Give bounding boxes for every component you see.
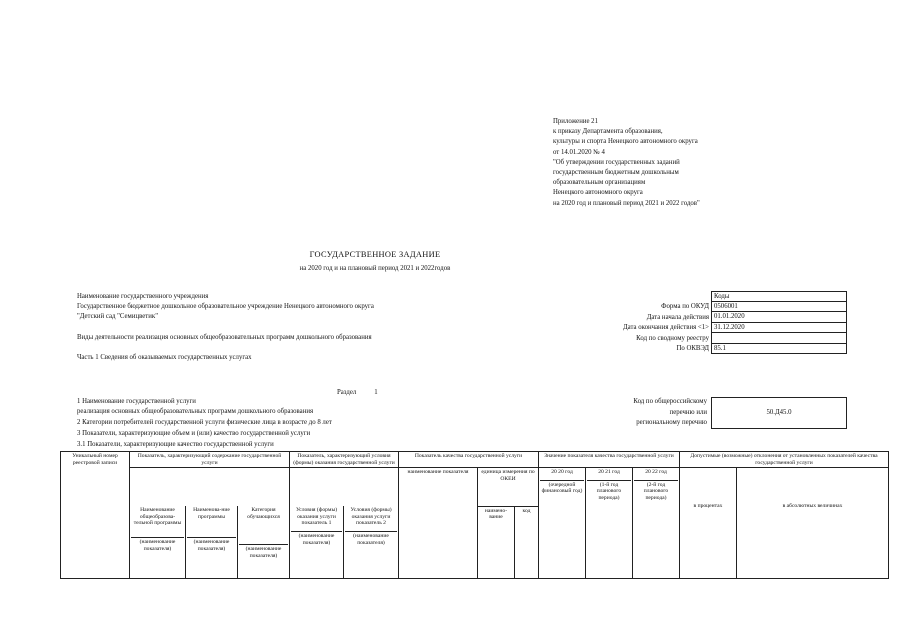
deviation-percent-label: в процентах — [693, 503, 723, 510]
section-heading — [337, 389, 378, 397]
year-note: (2-й год планового периода) — [634, 480, 678, 502]
institution-label: Наименование государственного учреждения — [77, 293, 209, 300]
approval-line: на 2020 год и плановый период 2021 и 2022 годов" — [553, 199, 700, 207]
code-value-start: 01.01.2020 — [711, 312, 847, 323]
subheader-note: (наименование показателя) — [131, 537, 184, 552]
approval-line: Приложение 21 — [553, 118, 598, 125]
code-value-registry — [711, 333, 847, 344]
subheader-text: Условия (формы) оказания услуги показатель 1 — [295, 507, 338, 527]
quality-table — [60, 451, 889, 579]
subheader-text: Наименование общеобразова-тельной программы — [133, 507, 182, 527]
service-quality-indicators: 3.1 Показатели, характеризующие качество государственной услуги — [77, 441, 274, 448]
year-header — [586, 468, 633, 579]
code-label-okud: Форма по ОКУД — [661, 303, 709, 310]
col-quality-values: Значение показателя качества государственной услуги — [539, 452, 680, 468]
deviation-percent-header — [680, 468, 737, 579]
approval-block — [553, 117, 793, 209]
registry-label — [595, 397, 707, 429]
subheader-condition-2 — [344, 506, 399, 579]
subheader-text: Наименова-ние программы — [193, 507, 230, 520]
approval-line: государственным бюджетным дошкольным — [553, 169, 679, 177]
codes-box — [711, 291, 847, 354]
col-quality-indicator: Показатель качества государственной услуги — [399, 452, 539, 468]
year-header — [633, 468, 680, 579]
year-label: 20 21 год — [598, 469, 620, 476]
codes-labels — [560, 302, 709, 355]
code-label-end: Дата окончания действия <1> — [622, 324, 709, 331]
approval-line: от 14.01.2020 № 4 — [553, 148, 605, 156]
subheader-note: (наименование показателя) — [291, 531, 342, 546]
col-deviation: Допустимые (возможные) отклонения от установленных показателей качества государственной услуги — [680, 452, 889, 468]
year-note: (очередной финансовый год) — [541, 481, 583, 495]
approval-line: "Об утверждении государственных заданий — [553, 158, 680, 166]
unit-code-header: код — [515, 506, 539, 579]
registry-label-line: перечню или — [669, 408, 707, 416]
year-header — [539, 468, 586, 579]
service-name-label: 1 Наименование государственной услуги — [77, 398, 196, 405]
year-label: 20 20 год — [551, 469, 573, 476]
approval-line: культуры и спорта Ненецкого автономного округа — [553, 138, 698, 146]
title-sub: на 2020 год и на плановый период 2021 и 2022годов — [299, 264, 451, 272]
quality-name-header: наименование показателя — [399, 468, 478, 579]
approval-line: Ненецкого автономного округа — [553, 189, 643, 197]
code-label-start: Дата начала действия — [646, 313, 709, 321]
approval-line: образовательным организациям — [553, 179, 646, 187]
institution-short-name: "Детский сад "Семицветик" — [77, 313, 158, 320]
document-title — [240, 250, 510, 273]
subheader-category — [238, 506, 290, 579]
year-label: 20 22 год — [645, 469, 667, 476]
registry-code-box: 50.Д45.0 — [711, 397, 847, 429]
quality-unit-header: единица измерения по ОКЕИ — [478, 468, 539, 507]
institution-name: Государственное бюджетное дошкольное образовательное учреждение Ненецкого автономного округа — [77, 303, 374, 310]
registry-label-line: Код по общероссийскому — [633, 398, 707, 405]
subheader-note: (наименование показателя) — [345, 531, 397, 546]
code-value-end: 31.12.2020 — [711, 323, 847, 334]
code-label-registry: Код по сводному реестру — [636, 334, 709, 342]
service-consumers: 2 Категории потребителей государственной услуги физические лица в возрасте до 8 лет — [77, 419, 332, 426]
deviation-absolute-label: в абсолютных величинах — [782, 503, 843, 510]
section-number: 1 — [374, 389, 378, 396]
col-content-indicator: Показатель, характеризующий содержание государственной услуги — [130, 452, 290, 468]
service-name-value: реализация основных общеобразовательных программ дошкольного образования — [77, 408, 314, 415]
code-value-okved: 85.1 — [711, 344, 847, 355]
col-conditions-indicator: Показатель, характеризующий условия (формы) оказания государственной услуги — [290, 452, 399, 468]
subheader-text: Условия (формы) оказания услуги показатель 2 — [350, 507, 392, 527]
subheader-program — [186, 506, 238, 579]
col-unique-number: Уникальный номер реестровой записи — [61, 452, 130, 579]
registry-label-line: региональному перечню — [636, 419, 707, 426]
part-heading: Часть 1 Сведения об оказываемых государственных услугах — [77, 354, 252, 361]
code-value-okud: 0506001 — [711, 302, 847, 313]
subheader-program-name — [130, 506, 186, 579]
code-label-okved: По ОКВЭД — [676, 345, 709, 352]
subheader-text: Категория обучающихся — [247, 507, 280, 520]
codes-header: Коды — [711, 291, 847, 302]
subheader-condition-1 — [290, 506, 344, 579]
deviation-absolute-header — [737, 468, 889, 579]
year-note: (1-й год планового периода) — [587, 480, 631, 502]
subheader-note: (наименование показателя) — [187, 537, 236, 552]
activity-type: Виды деятельности реализация основных общеобразовательных программ дошкольного образования — [77, 334, 372, 341]
approval-line: к приказу Департамента образования, — [553, 128, 663, 136]
subheader-note: (наименование показателя) — [239, 544, 288, 559]
unit-name-header: наимено-вание — [478, 506, 515, 579]
service-indicators: 3 Показатели, характеризующие объем и (или) качество государственной услуги — [77, 430, 311, 437]
section-label: Раздел — [337, 389, 357, 396]
title-main: ГОСУДАРСТВЕННОЕ ЗАДАНИЕ — [309, 250, 441, 259]
